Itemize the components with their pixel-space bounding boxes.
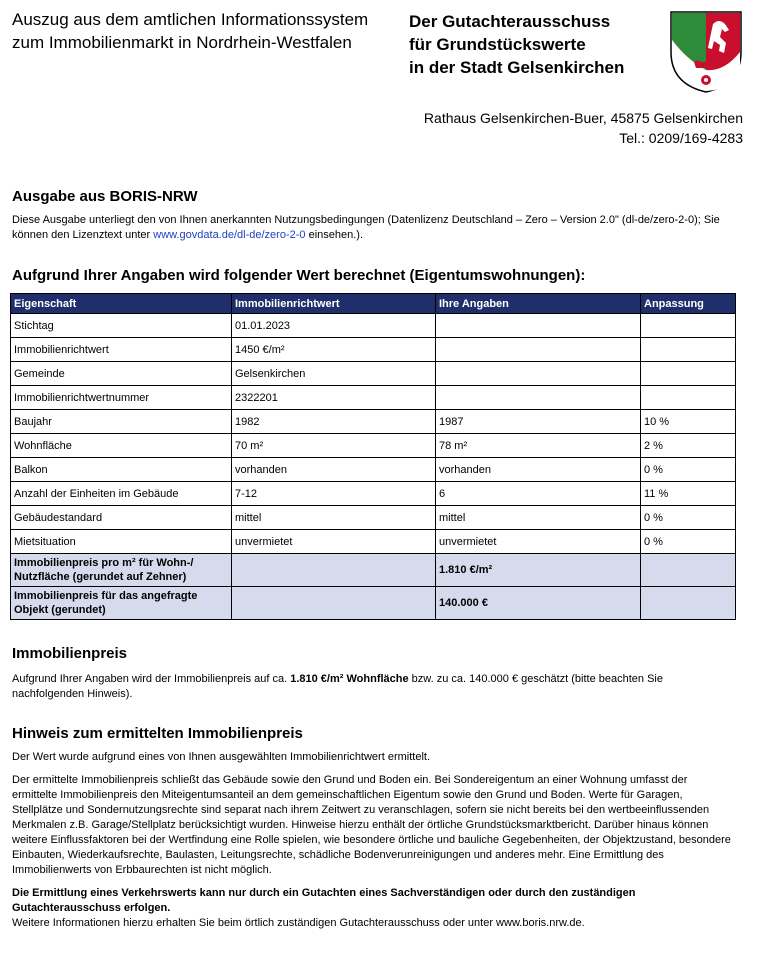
- committee-title: [409, 10, 659, 79]
- cell: unvermietet: [436, 530, 641, 554]
- cell: Immobilienrichtwert: [11, 338, 232, 362]
- table-row: [11, 386, 736, 410]
- cell: [232, 587, 436, 620]
- cell: Balkon: [11, 458, 232, 482]
- cell: 10 %: [641, 410, 736, 434]
- table-row: [11, 458, 736, 482]
- cell: [641, 314, 736, 338]
- cell: Mietsituation: [11, 530, 232, 554]
- hint-paragraph-1: Der Wert wurde aufgrund eines von Ihnen ausgewählten Immobilienrichtwert ermittelt.: [12, 751, 430, 763]
- price-heading: Immobilienpreis: [12, 645, 128, 662]
- price-text: [12, 672, 734, 702]
- result-row-price-per-sqm: [11, 554, 736, 587]
- boris-license-text: [12, 213, 734, 243]
- table-row: [11, 314, 736, 338]
- cell: 0 %: [641, 458, 736, 482]
- cell: vorhanden: [232, 458, 436, 482]
- nrw-coat-of-arms-icon: [669, 10, 743, 94]
- cell: Gemeinde: [11, 362, 232, 386]
- column-header: Anpassung: [641, 294, 736, 314]
- cell: Immobilienpreis pro m² für Wohn-/ Nutzfläche (gerundet auf Zehner): [11, 554, 232, 587]
- column-header: Eigenschaft: [11, 294, 232, 314]
- cell: [232, 554, 436, 587]
- calc-heading: Aufgrund Ihrer Angaben wird folgender Wert berechnet (Eigentumswohnungen):: [12, 267, 586, 284]
- price-section: [12, 645, 734, 702]
- cell: [641, 338, 736, 362]
- license-text-start: Diese Ausgabe unterliegt den von Ihnen anerkannten Nutzungsbedingungen (Datenlizenz Deutschland – Zero – Version 2.0" (dl-de/zero-2-0); Sie können den Lizenztext unter: [12, 214, 720, 241]
- cell: vorhanden: [436, 458, 641, 482]
- cell: Immobilienpreis für das angefragte Objekt (gerundet): [11, 587, 232, 620]
- govdata-license-link[interactable]: www.govdata.de/dl-de/zero-2-0: [153, 229, 306, 241]
- cell: 01.01.2023: [232, 314, 436, 338]
- cell: unvermietet: [232, 530, 436, 554]
- cell: 1450 €/m²: [232, 338, 436, 362]
- cell: [641, 587, 736, 620]
- price-text-bold: 1.810 €/m² Wohnfläche: [290, 673, 409, 685]
- cell: 11 %: [641, 482, 736, 506]
- cell: 1982: [232, 410, 436, 434]
- address-block: [424, 108, 743, 148]
- cell: 0 %: [641, 530, 736, 554]
- table-row: [11, 530, 736, 554]
- cell: [641, 554, 736, 587]
- cell: [436, 386, 641, 410]
- address: Rathaus Gelsenkirchen-Buer, 45875 Gelsenkirchen: [423, 110, 743, 126]
- cell: Gelsenkirchen: [232, 362, 436, 386]
- hint-paragraph-2: Der ermittelte Immobilienpreis schließt das Gebäude sowie den Grund und Boden ein. Bei Sondereigentum an einer Wohnung umfasst der ermittelte Immobilienpreis den Miteigentumsanteil an dem gemeinschaftlichen Eigentum sowie den Grund und Boden. Werte für Garagen, Stellplätze und Sondernutzungsrechte sind separat nach ihrem Zeitwert zu veranschlagen, sofern sie nicht bereits bei den wertbeeinflussenden Merkmalen z.B. Garage/Stellplatz berücksichtigt wurden. Hinweise hierzu enthält der örtliche Grundstücksmarktbericht. Darüber hinaus können weitere Einflussfaktoren bei der Wertfindung eine Rolle spielen, wie besondere örtliche und bauliche Gegebenheiten, der Objektzustand, besondere Einbauten, Wiederkaufsrechte, Baulasten, Leitungsrechte, schädliche Bodenverunreinigungen und anderes mehr. Eine Ermittlung des Immobilienwerts von Erbbaurechten ist nicht möglich.: [12, 774, 731, 876]
- cell: [436, 314, 641, 338]
- cell: [436, 338, 641, 362]
- cell: 7-12: [232, 482, 436, 506]
- cell: 6: [436, 482, 641, 506]
- boris-heading: Ausgabe aus BORIS-NRW: [12, 188, 198, 205]
- cell: 1.810 €/m²: [436, 554, 641, 587]
- hint-paragraph-3: Weitere Informationen hierzu erhalten Sie beim örtlich zuständigen Gutachterausschuss oder unter www.boris.nrw.de.: [12, 917, 585, 929]
- table-row: [11, 434, 736, 458]
- cell: 2 %: [641, 434, 736, 458]
- table-row: [11, 362, 736, 386]
- cell: 70 m²: [232, 434, 436, 458]
- cell: mittel: [232, 506, 436, 530]
- table-row: [11, 506, 736, 530]
- cell: Gebäudestandard: [11, 506, 232, 530]
- cell: [641, 386, 736, 410]
- committee-title-line3: in der Stadt Gelsenkirchen: [409, 58, 625, 77]
- phone: Tel.: 0209/169-4283: [619, 130, 743, 146]
- cell: Anzahl der Einheiten im Gebäude: [11, 482, 232, 506]
- hint-heading: Hinweis zum ermittelten Immobilienpreis: [12, 725, 303, 742]
- cell: mittel: [436, 506, 641, 530]
- table-row: [11, 410, 736, 434]
- cell: Immobilienrichtwertnummer: [11, 386, 232, 410]
- price-text-end: bzw. zu ca. 140.000 € geschätzt (bitte beachten Sie nachfolgenden Hinweis).: [12, 673, 663, 700]
- cell: 2322201: [232, 386, 436, 410]
- table-row: [11, 338, 736, 362]
- report-title: Auszug aus dem amtlichen Informationssystem zum Immobilienmarkt in Nordrhein-Westfalen: [12, 10, 369, 52]
- column-header: Ihre Angaben: [436, 294, 641, 314]
- price-text-start: Aufgrund Ihrer Angaben wird der Immobilienpreis auf ca.: [12, 673, 291, 685]
- license-text-end: einsehen.).: [305, 229, 363, 241]
- cell: [436, 362, 641, 386]
- result-row-total-price: [11, 587, 736, 620]
- committee-title-line2: für Grundstückswerte: [409, 35, 586, 54]
- cell: 140.000 €: [436, 587, 641, 620]
- cell: Stichtag: [11, 314, 232, 338]
- column-header: Immobilienrichtwert: [232, 294, 436, 314]
- committee-title-line1: Der Gutachterausschuss: [409, 12, 611, 31]
- boris-section: [12, 188, 734, 243]
- cell: Wohnfläche: [11, 434, 232, 458]
- table-row: [11, 482, 736, 506]
- cell: Baujahr: [11, 410, 232, 434]
- cell: [641, 362, 736, 386]
- cell: 1987: [436, 410, 641, 434]
- table-header-row: [11, 294, 736, 314]
- hint-section: [12, 725, 734, 931]
- hint-paragraph-3-bold: Die Ermittlung eines Verkehrswerts kann nur durch ein Gutachten eines Sachverständigen oder durch den zuständigen Gutachterausschuss erfolgen.: [12, 887, 636, 914]
- valuation-table: [10, 293, 736, 620]
- cell: 78 m²: [436, 434, 641, 458]
- cell: 0 %: [641, 506, 736, 530]
